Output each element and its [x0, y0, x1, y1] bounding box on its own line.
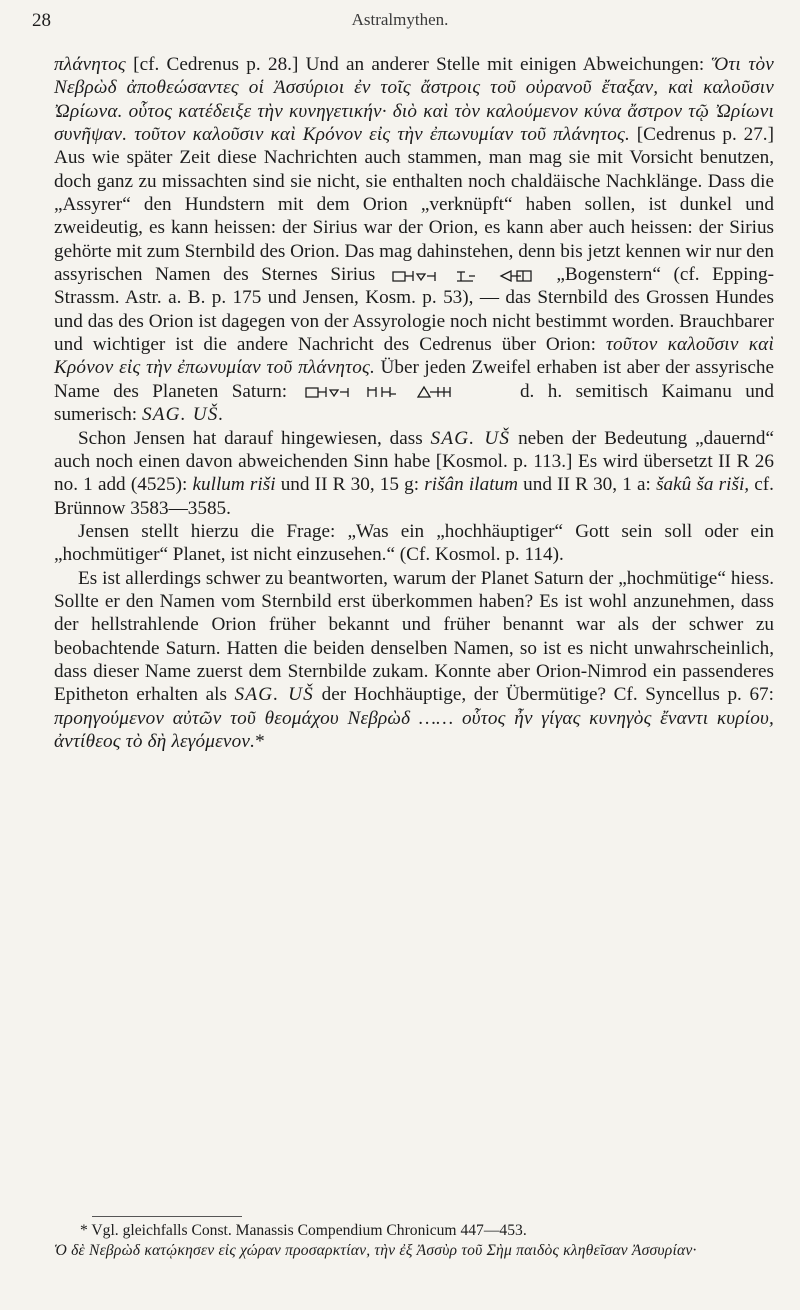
text-run: „Bogenstern“ (cf. Epping-Strassm. Astr. a. B. p. 175 und Jensen, Kosm. p. 53), — das Sternbild des Grossen Hundes und das des Orion ist dagegen von der Assyrologie noch nicht bestimmt worden. Brauchbarer und wichtiger ist die andere Nachricht des Cedrenus über Orion:	[54, 264, 774, 356]
text-run: neben der Bedeutung „dauernd“ auch noch einen davon abweichenden Sinn habe [Kosmol. p. 113.] Es wird übersetzt II R 26 no. 1 add (4525):	[54, 427, 774, 496]
saturn-cuneiform-glyphs	[304, 384, 504, 400]
text-run: Über jeden Zweifel erhaben ist aber der assyrische Name des Planeten Saturn:	[54, 357, 774, 402]
paragraph	[54, 427, 774, 520]
greek-quote: Ὅτι τὸν Νεβρὼδ ἀποθεώσαντες οἱ Ἀσσύριοι ἐν τοῖς ἄστροις τοῦ οὐρανοῦ ἔταξαν, καὶ καλοῦσιν Ὠρίωνα. οὗτος κατέδειξε τὴν κυνηγετικήν· διὸ καὶ τὸν καλούμενον κύνα ἄστρον τῷ Ὠρίωνι συνῆψαν. τοῦτον καλοῦσιν καὶ Κρόνον εἰς τὴν ἐπωνυμίαν τοῦ πλάνητος.	[54, 54, 774, 146]
paragraph	[54, 520, 774, 567]
cuneiform-sign	[418, 387, 450, 397]
transliteration: kullum riši	[192, 474, 276, 496]
text-run: und II R 30, 1 a:	[517, 474, 657, 496]
sumerian-term: SAG. UŠ	[430, 427, 511, 449]
greek-quote: προηγούμενον αὐτῶν τοῦ θεομάχου Νεβρὼδ …… οὗτος ἦν γίγας κυνηγὸς ἔναντι κυρίου, ἀντίθεος τὸ δὴ λεγόμενον.	[54, 707, 774, 752]
cuneiform-sign	[368, 387, 396, 397]
body-text	[54, 53, 774, 753]
running-head: Astralmythen.	[351, 10, 449, 29]
footnote	[54, 1221, 774, 1261]
cuneiform-sign	[457, 272, 475, 281]
footnote-reference: * Vgl. gleichfalls Const. Manassis Compendium Chronicum 447—453.	[80, 1222, 527, 1239]
text-run: [Cedrenus p. 27.] Aus wie später Zeit diese Nachrichten auch stammen, man mag sie mit Vorsicht benutzen, doch ganz zu missachten sind sie nicht, sie enthalten noch chaldäische Nachklänge. Dass die „Assyrer“ den Hundstern mit dem Orion „verknüpft“ haben sollen, ist dunkel und zweideutig, es kann heissen: der Sirius war der Orion, es kann aber auch heissen: der Sirius gehörte mit zum Sternbild des Orion. Das mag dahinstehen, denn bis jetzt kennen wir nur den assyrischen Namen des Sternes Sirius	[54, 124, 774, 286]
footnote-greek-quote: Ὁ δὲ Νεβρὼδ κατῴκησεν εἰς χώραν προσαρκτίαν, τὴν ἐξ Ἀσσὺρ τοῦ Σὴμ παιδὸς κληθεῖσαν Ἀσσυρίαν·	[54, 1242, 697, 1259]
page-number: 28	[32, 10, 51, 31]
cuneiform-sign	[501, 271, 531, 281]
footnote-rule	[92, 1216, 242, 1217]
text-run: cf. Brünnow 3583—3585.	[54, 474, 774, 519]
text-run: d. h. semitisch Kaimanu und sumerisch:	[54, 380, 774, 426]
paragraph	[54, 53, 774, 427]
transliteration: šakû ša riši,	[656, 474, 750, 496]
cuneiform-sign	[393, 271, 435, 281]
greek-quote: τοῦτον καλοῦσιν καὶ Κρόνον εἰς τὴν ἐπωνυμίαν τοῦ πλάνητος.	[54, 334, 774, 379]
sumerian-term: SAG. UŠ	[234, 684, 314, 706]
text-run: Es ist allerdings schwer zu beantworten, warum der Planet Saturn der „hochmütige“ hiess. Sollte er den Namen vom Sternbild erst überkommen haben? Es ist wohl anzunehmen, dass der hellstrahlende Orion früher bekannt und früher benannt war als der schwer zu beobachtende Saturn. Hatten die beiden denselben Namen, so ist es nicht unwahrscheinlich, dass dieser Name zuerst dem Sternbilde zukam. Konnte aber Orion-Nimrod ein passenderes Epitheton erhalten als	[54, 567, 774, 706]
greek-quote: πλάνητος	[54, 54, 126, 75]
sumerian-term: SAG. UŠ.	[141, 404, 225, 426]
transliteration: rišân ilatum	[424, 474, 518, 496]
sirius-cuneiform-glyphs	[391, 268, 541, 284]
text-run: [cf. Cedrenus p. 28.] Und an anderer Stelle mit einigen Abweichungen:	[125, 54, 712, 75]
text-run: und II R 30, 15 g:	[275, 474, 425, 496]
text-run: der Hochhäuptige, der Übermütige? Cf. Syncellus p. 67:	[313, 684, 774, 706]
cuneiform-sign	[306, 387, 348, 397]
paragraph	[54, 567, 774, 754]
text-run: Schon Jensen hat darauf hingewiesen, dass	[78, 427, 431, 449]
text-run: Jensen stellt hierzu die Frage: „Was ein „hochhäuptiger“ Gott sein soll oder ein „hochmütiger“ Planet, ist nicht einzusehen.“ (Cf. Kosmol. p. 114).	[54, 520, 774, 566]
text-run: *	[255, 730, 265, 752]
